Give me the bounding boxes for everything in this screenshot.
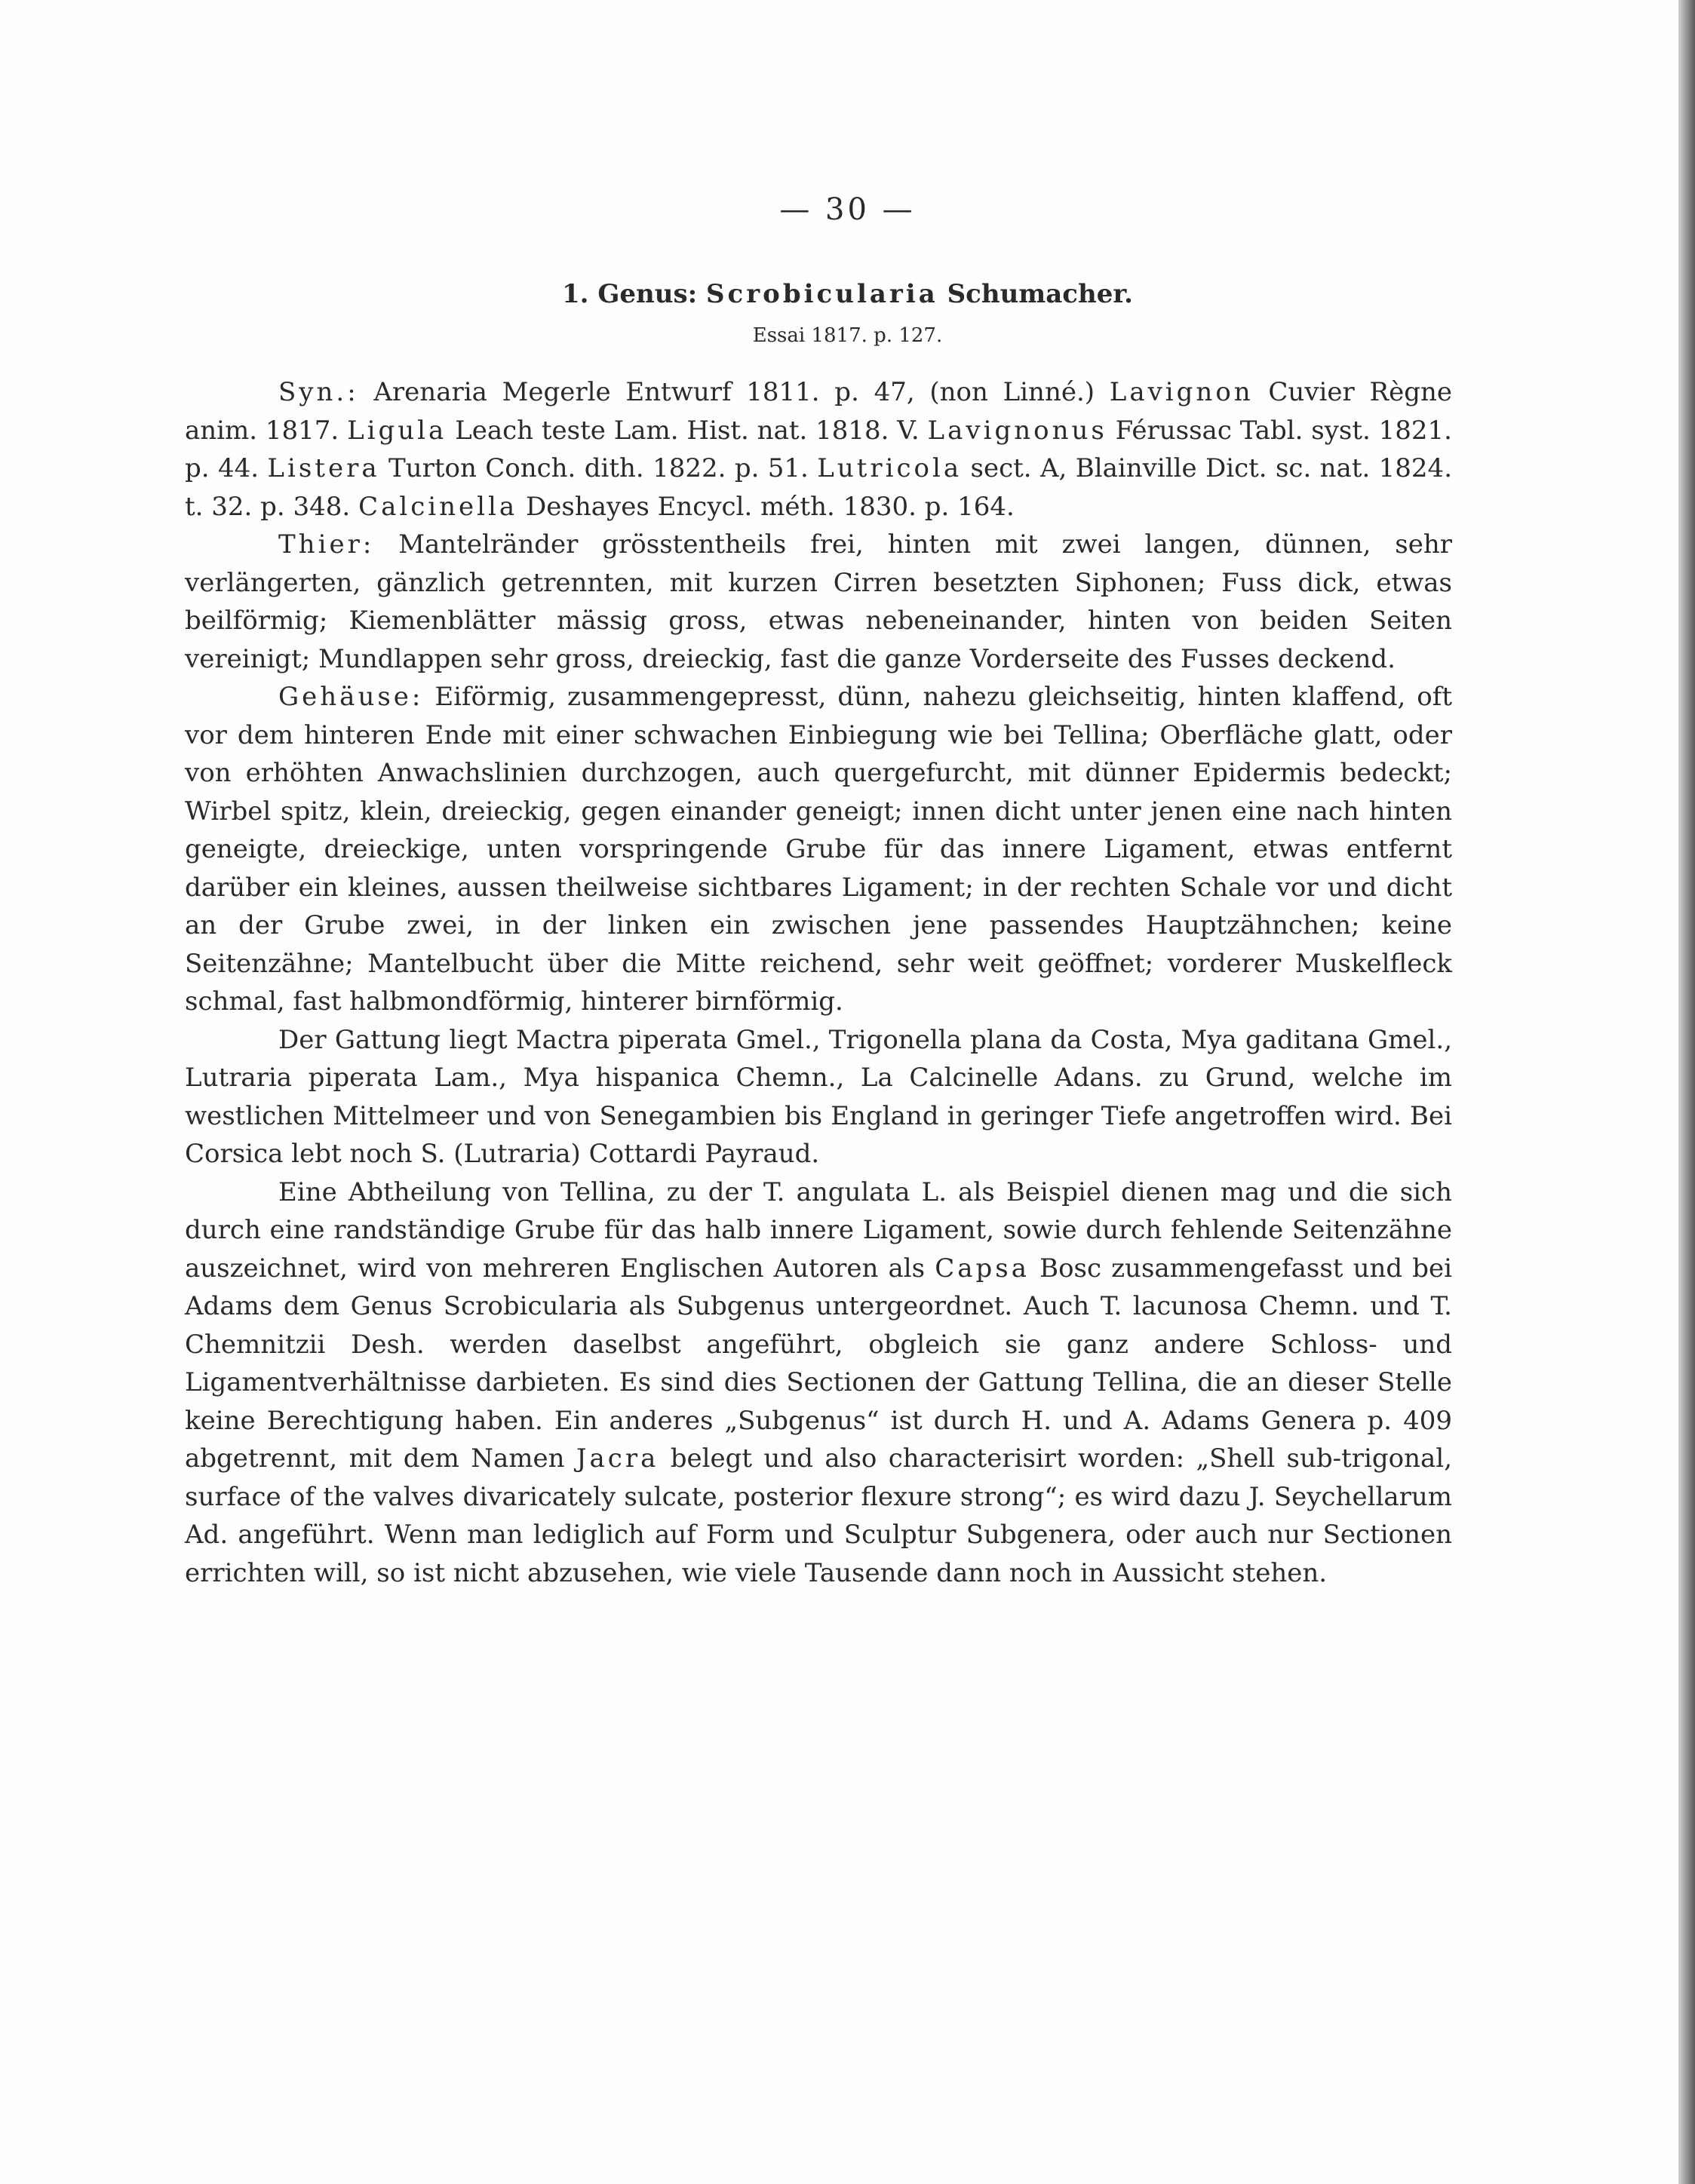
syn-genus: Ligula: [347, 415, 447, 446]
gehaeuse-label: Gehäuse:: [278, 682, 424, 712]
syn-text: sect. A, Blainville Dict. sc. nat. 1824. t. 32. p. 348.: [185, 453, 1452, 522]
syn-genus: Lutricola: [817, 453, 963, 483]
syn-genus: Lavignon: [1109, 377, 1254, 407]
syn-label: Syn.:: [278, 377, 359, 407]
paragraph-abtheilung: [185, 1173, 1452, 1593]
genus-author: Schumacher.: [947, 279, 1133, 309]
syn-text: Turton Conch. dith. 1822. p. 51.: [379, 453, 818, 483]
syn-text: Férussac Tabl. syst. 1821. p. 44.: [185, 415, 1452, 483]
genus-prefix: 1. Genus:: [562, 279, 698, 309]
syn-genus: Calcinella: [358, 491, 518, 522]
abtheilung-genus: Capsa: [935, 1253, 1030, 1284]
body-text: [185, 373, 1452, 1592]
syn-text: Arenaria Megerle Entwurf 1811. p. 47, (non Linné.): [358, 377, 1110, 407]
paragraph-thier: [185, 526, 1452, 678]
page-number: — 30 —: [779, 192, 916, 227]
syn-genus: Listera: [267, 453, 380, 483]
paragraph-gattung: Der Gattung liegt Mactra piperata Gmel., Trigonella plana da Costa, Mya gaditana Gmel., Lutraria piperata Lam., Mya hispanica Chemn., La Calcinelle Adans. zu Grund, welche im westlichen Mittelmeer und von Senegambien bis England in geringer Tiefe angetroffen wird. Bei Corsica lebt noch S. (Lutraria) Cottardi Payraud.: [185, 1024, 1452, 1169]
genus-heading: [0, 279, 1695, 309]
syn-genus: Lavignonus: [927, 415, 1107, 446]
genus-reference: Essai 1817. p. 127.: [752, 324, 943, 347]
syn-text: Cuvier Règne anim. 1817.: [185, 377, 1452, 446]
thier-text: Mantelränder grösstentheils frei, hinten mit zwei langen, dünnen, sehr verlängerten, gänzlich getrennten, mit kurzen Cirren besetzten Siphonen; Fuss dick, etwas beilförmig; Kiemenblätter mässig gross, etwas nebeneinander, hinten von beiden Seiten vereinigt; Mundlappen sehr gross, dreieckig, fast die ganze Vorderseite des Fusses deckend.: [185, 529, 1452, 674]
abtheilung-text: Bosc zusammengefasst und bei Adams dem Genus Scrobicularia als Subgenus untergeordnet. Auch T. lacunosa Chemn. und T. Chemnitzii Desh. werden daselbst angeführt, obgleich sie ganz andere Schloss- und Ligamentverhältnisse darbieten. Es sind dies Sectionen der Gattung Tellina, die an dieser Stelle keine Berechtigung haben. Ein anderes „Subgenus“ ist durch H. und A. Adams Genera p. 409 abgetrennt, mit dem Namen: [185, 1253, 1452, 1474]
gehaeuse-text: Eiförmig, zusammengepresst, dünn, nahezu gleichseitig, hinten klaffend, oft vor dem hinteren Ende mit einer schwachen Einbiegung wie bei Tellina; Oberfläche glatt, oder von erhöhten Anwachslinien durchzogen, auch quergefurcht, mit dünner Epidermis bedeckt; Wirbel spitz, klein, dreieckig, gegen einander geneigt; innen dicht unter jenen eine nach hinten geneigte, dreieckige, unten vorspringende Grube für das innere Ligament, etwas entfernt darüber ein kleines, aussen theilweise sichtbares Ligament; in der rechten Schale vor und dicht an der Grube zwei, in der linken ein zwischen jene passendes Hauptzähnchen; keine Seitenzähne; Mantelbucht über die Mitte reichend, sehr weit geöffnet; vorderer Muskelfleck schmal, fast halbmondförmig, hinterer birnförmig.: [185, 682, 1452, 1017]
genus-name: Scrobicularia: [705, 279, 938, 309]
paragraph-gehaeuse: [185, 678, 1452, 1021]
thier-label: Thier:: [278, 529, 375, 560]
syn-text: Leach teste Lam. Hist. nat. 1818. V.: [447, 415, 928, 446]
abtheilung-text: Eine Abtheilung von Tellina, zu der T. angulata L. als Beispiel dienen mag und die sich durch eine randständige Grube für das halb innere Ligament, sowie durch fehlende Seitenzähne auszeichnet, wird von mehreren Englischen Autoren als: [185, 1176, 1452, 1284]
paragraph-synonyms: [185, 373, 1452, 526]
syn-text: Deshayes Encycl. méth. 1830. p. 164.: [517, 491, 1015, 522]
abtheilung-text: belegt und also characterisirt worden: „Shell sub-trigonal, surface of the valves divaricately sulcate, posterior flexure strong“; es wird dazu J. Seychellarum Ad. angeführt. Wenn man lediglich auf Form und Sculptur Subgenera, oder auch nur Sectionen errichten will, so ist nicht abzusehen, wie viele Tausende dann noch in Aussicht stehen.: [185, 1443, 1453, 1588]
abtheilung-genus: Jacra: [576, 1443, 659, 1474]
